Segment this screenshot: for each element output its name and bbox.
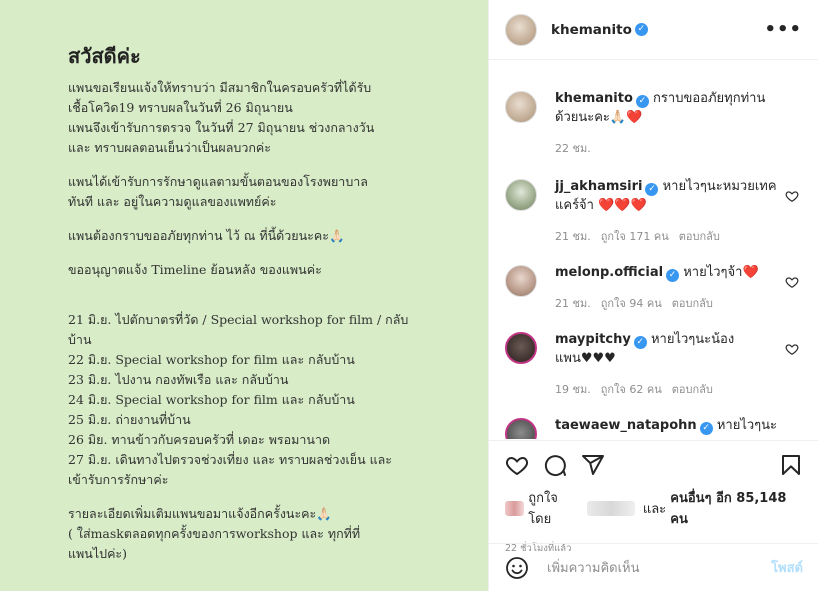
comment-item bbox=[505, 177, 803, 245]
post-side-panel bbox=[488, 0, 818, 591]
comment-item bbox=[505, 330, 803, 398]
reply-button[interactable]: ตอบกลับ bbox=[678, 230, 720, 243]
image-line: แพนต้องกราบขออภัยทุกท่าน ไว้ ณ ที่นี้ด้วยนะคะ🙏🏻 bbox=[68, 228, 345, 243]
add-comment-bar bbox=[489, 543, 818, 591]
timeline-line: 24 มิ.ย. Special workshop for film และ กลับบ้าน bbox=[68, 392, 355, 407]
avatar[interactable] bbox=[505, 14, 537, 46]
comment-username[interactable]: taewaew_natapohn bbox=[555, 418, 697, 433]
comment-username[interactable]: melonp.official bbox=[555, 265, 664, 280]
reply-button[interactable]: ตอบกลับ bbox=[671, 297, 713, 310]
image-line: รายละเอียดเพิ่มเติมแพนขอมาแจ้งอีกครั้งนะคะ🙏🏻 bbox=[68, 506, 332, 521]
timeline-line: 25 มิ.ย. ถ่ายงานที่บ้าน bbox=[68, 412, 191, 427]
avatar[interactable] bbox=[505, 418, 537, 439]
others-likes-link[interactable]: คนอื่นๆ อีก 85,148 คน bbox=[670, 491, 787, 527]
post-actions bbox=[489, 440, 818, 556]
like-heart-icon[interactable] bbox=[505, 453, 529, 477]
header-username[interactable]: khemanito bbox=[551, 21, 632, 38]
timeline-line: เข้ารับการรักษาค่ะ bbox=[68, 472, 169, 487]
comment-text: กราบขออภัยทุกท่านด้วยนะคะ🙏🏻❤️ bbox=[555, 91, 766, 125]
reply-button[interactable]: ตอบกลับ bbox=[671, 383, 713, 396]
likes-summary bbox=[505, 487, 803, 529]
timeline-line: บ้าน bbox=[68, 332, 92, 347]
avatar[interactable] bbox=[505, 91, 537, 123]
post-timestamp[interactable]: 22 ชั่วโมงที่แล้ว bbox=[505, 543, 572, 554]
verified-badge-icon: ✓ bbox=[636, 95, 649, 108]
comment-item bbox=[505, 263, 803, 312]
image-line: แพนได้เข้ารับการรักษาดูแลตามขั้นตอนของโรงพยาบาล bbox=[68, 174, 368, 189]
comment-time[interactable]: 19 ชม. bbox=[555, 383, 591, 396]
post-comment-button[interactable]: โพสต์ bbox=[771, 561, 803, 576]
like-comment-heart-icon[interactable] bbox=[785, 189, 799, 203]
comment-item bbox=[505, 416, 803, 439]
comment-username[interactable]: khemanito bbox=[555, 91, 633, 106]
timeline-line: 22 มิ.ย. Special workshop for film และ กลับบ้าน bbox=[68, 352, 355, 367]
comment-text: หายไวๆจ้า❤️ bbox=[683, 265, 759, 280]
share-plane-icon[interactable] bbox=[581, 453, 605, 477]
comment-username[interactable]: maypitchy bbox=[555, 332, 631, 347]
comment-input[interactable]: เพิ่มความคิดเห็น bbox=[547, 561, 640, 576]
timeline-line: 26 มิย. ทานข้าวกับครอบครัวที่ เดอะ พรอมานาด bbox=[68, 432, 331, 447]
comments-list bbox=[489, 61, 818, 439]
timeline-line: 27 มิ.ย. เดินทางไปตรวจช่วงเที่ยง และ ทราบผลช่วงเย็น และ bbox=[68, 452, 393, 467]
comment-likes[interactable]: ถูกใจ 171 คน bbox=[600, 230, 669, 243]
post-header bbox=[489, 0, 818, 60]
image-line: ( ใส่maskตลอดทุกครั้งของการworkshop และ ทุกที่ที่ bbox=[68, 526, 361, 541]
caption-comment bbox=[505, 89, 803, 157]
timeline-line: 21 มิ.ย. ไปตักบาตรที่วัด / Special workshop for film / กลับ bbox=[68, 312, 409, 327]
image-line: ขออนุญาตแจ้ง Timeline ย้อนหลัง ของแพนค่ะ bbox=[68, 262, 322, 277]
verified-badge-icon: ✓ bbox=[666, 269, 679, 282]
image-line: ทันที และ อยู่ในความดูแลของแพทย์ค่ะ bbox=[68, 194, 277, 209]
verified-badge-icon: ✓ bbox=[700, 422, 713, 435]
comment-text: หายไวๆนะ bbox=[716, 418, 778, 433]
avatar[interactable] bbox=[505, 179, 537, 211]
comment-likes[interactable]: ถูกใจ 94 คน bbox=[600, 297, 662, 310]
comment-username[interactable]: jj_akhamsiri bbox=[555, 179, 643, 194]
image-greeting: สวัสดีค่ะ bbox=[68, 44, 141, 68]
more-options-icon[interactable]: ••• bbox=[764, 19, 802, 40]
image-line: เชื้อโควิด19 ทราบผลในวันที่ 26 มิถุนายน bbox=[68, 100, 293, 115]
verified-badge-icon: ✓ bbox=[634, 336, 647, 349]
emoji-icon[interactable] bbox=[505, 556, 529, 580]
bookmark-icon[interactable] bbox=[779, 453, 803, 477]
image-line: และ ทราบผลตอนเย็นว่าเป็นผลบวกค่ะ bbox=[68, 140, 271, 155]
like-comment-heart-icon[interactable] bbox=[785, 342, 799, 356]
comment-text: หายไวๆนะหมวยเทคแคร์จ้า ❤️❤️❤️ bbox=[555, 179, 777, 213]
verified-badge-icon: ✓ bbox=[635, 23, 648, 36]
comment-bubble-icon[interactable] bbox=[543, 453, 567, 477]
avatar[interactable] bbox=[505, 332, 537, 364]
comment-time[interactable]: 21 ชม. bbox=[555, 230, 591, 243]
comment-time[interactable]: 21 ชม. bbox=[555, 297, 591, 310]
image-line: แพนไปค่ะ) bbox=[68, 546, 128, 561]
comment-likes[interactable]: ถูกใจ 62 คน bbox=[600, 383, 662, 396]
image-line: แพนจึงเข้ารับการตรวจ ในวันที่ 27 มิถุนายน ช่วงกลางวัน bbox=[68, 120, 375, 135]
and-label: และ bbox=[642, 501, 667, 517]
avatar[interactable] bbox=[505, 265, 537, 297]
liked-by-label: ถูกใจโดย bbox=[528, 491, 558, 527]
timeline-line: 23 มิ.ย. ไปงาน กองทัพเรือ และ กลับบ้าน bbox=[68, 372, 289, 387]
comment-text: หายไวๆนะน้องแพน♥♥♥ bbox=[555, 332, 735, 366]
like-comment-heart-icon[interactable] bbox=[785, 275, 799, 289]
verified-badge-icon: ✓ bbox=[645, 183, 658, 196]
comment-time[interactable]: 22 ชม. bbox=[555, 142, 591, 155]
liker-avatar[interactable] bbox=[505, 501, 524, 516]
image-line: แพนขอเรียนแจ้งให้ทราบว่า มีสมาชิกในครอบครัวที่ได้รับ bbox=[68, 80, 372, 95]
liker-username[interactable] bbox=[587, 501, 635, 516]
